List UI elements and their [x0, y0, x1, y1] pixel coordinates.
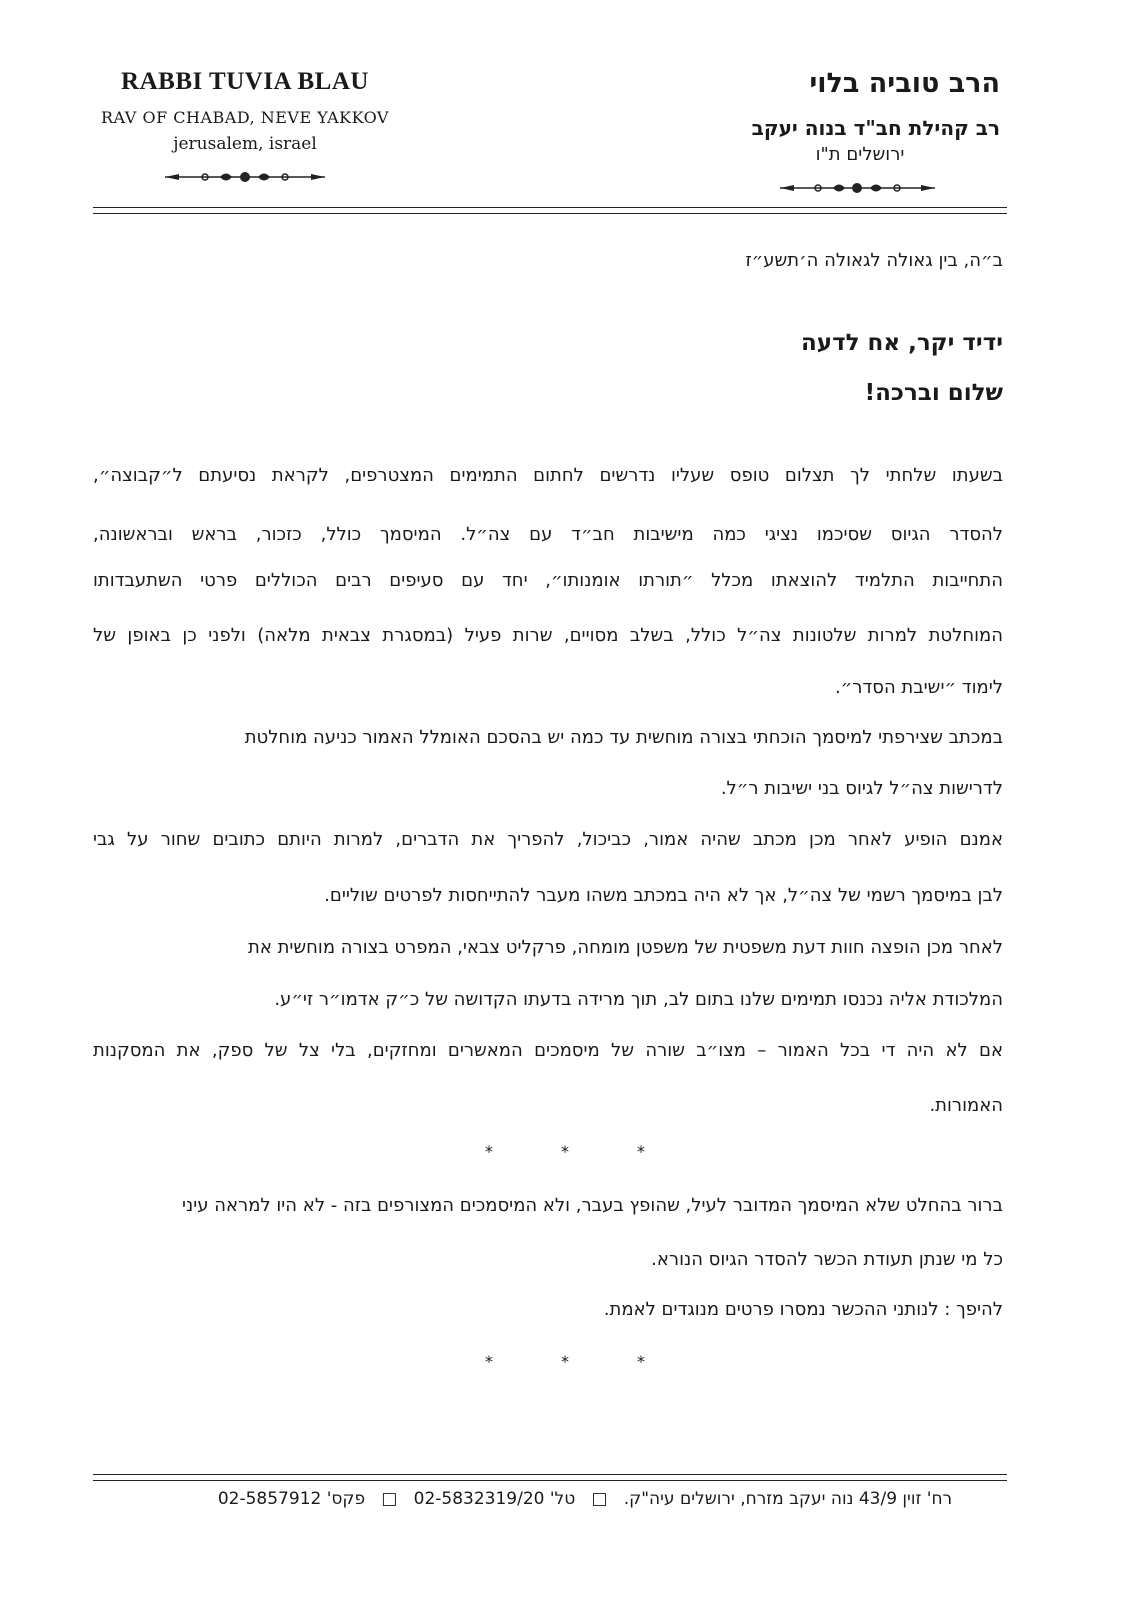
- body-line: לימוד ״ישיבת הסדר״.: [834, 677, 1003, 698]
- letterhead-english-role: RAV OF CHABAD, NEVE YAKKOV: [101, 108, 389, 127]
- letter-date: ב״ה, בין גאולה לגאולה ה׳תשע״ז: [745, 250, 1003, 271]
- ornament-flourish-icon: [780, 180, 935, 196]
- separator-star: *: [561, 1352, 569, 1371]
- body-line: במכתב שצירפתי למיסמך הוכחתי בצורה מוחשית עד כמה יש בהסכם האומלל האמור כניעה מוחלטת: [244, 727, 1003, 748]
- salutation-line-2: שלום וברכה!: [864, 380, 1003, 406]
- footer-rule-top: [93, 1474, 1007, 1475]
- section-separator: [485, 1142, 645, 1161]
- footer-fax: פקס' 02-5857912: [217, 1489, 366, 1509]
- body-line: לדרישות צה״ל לגיוס בני ישיבות ר״ל.: [720, 778, 1003, 799]
- ornament-flourish-icon: [165, 169, 325, 185]
- footer-rule-bottom: [93, 1480, 1007, 1481]
- separator-star: *: [485, 1352, 493, 1371]
- letterhead-hebrew-role: רב קהילת חב"ד בנוה יעקב: [751, 116, 1000, 140]
- body-line: האמורות.: [929, 1095, 1003, 1116]
- body-line: להיפך : לנותני ההכשר נמסרו פרטים מנוגדים לאמת.: [603, 1299, 1003, 1320]
- footer-address: רח' זוין 43/9 נוה יעקב מזרח, ירושלים עיה"ק.: [623, 1489, 953, 1509]
- body-line: בשעתו שלחתי לך תצלום טופס שעליו נדרשים לחתום התמימים המצטרפים, לקראת נסיעתם ל״קבוצה״,: [93, 465, 1003, 486]
- body-line: כל מי שנתן תעודת הכשר להסדר הגיוס הנורא.: [651, 1249, 1003, 1270]
- body-line: התחייבות התלמיד להוצאתו מכלל ״תורתו אומנותו״, יחד עם סעיפים רבים הכוללים פרטי השתעבדותו: [93, 570, 1003, 591]
- section-separator: [485, 1352, 645, 1371]
- header-rule-bottom: [93, 213, 1007, 214]
- separator-star: *: [637, 1142, 645, 1161]
- salutation-line-1: ידיד יקר, אח לדעה: [800, 330, 1003, 356]
- separator-star: *: [637, 1352, 645, 1371]
- separator-star: *: [561, 1142, 569, 1161]
- letterhead-english-name: RABBI TUVIA BLAU: [121, 68, 369, 95]
- letterhead-hebrew-name: הרב טוביה בלוי: [809, 68, 1000, 99]
- body-line: המלכודת אליה נכנסו תמימים שלנו בתום לב, תוך מרידה בדעתו הקדושה של כ״ק אדמו״ר זי״ע.: [274, 989, 1003, 1010]
- body-line: אם לא היה די בכל האמור – מצו״ב שורה של מיסמכים המאשרים ומחזקים, בלי צל של ספק, את המסקנות: [93, 1040, 1003, 1061]
- footer-contact: [160, 1489, 1010, 1509]
- body-line: להסדר הגיוס שסיכמו נציגי כמה מישיבות חב״ד עם צה״ל. המיסמך כולל, כזכור, בראש ובראשונה,: [93, 524, 1003, 545]
- body-line: לאחר מכן הופצה חוות דעת משפטית של משפטן מומחה, פרקליט צבאי, המפרט בצורה מוחשית את: [247, 937, 1003, 958]
- letterhead-hebrew-city: ירושלים ת"ו: [815, 144, 905, 165]
- body-line: לבן במיסמך רשמי של צה״ל, אך לא היה במכתב משהו מעבר להתייחסות לפרטים שוליים.: [324, 885, 1003, 906]
- footer-bullet: □: [591, 1489, 608, 1509]
- separator-star: *: [485, 1142, 493, 1161]
- body-line: המוחלטת למרות שלטונות צה״ל כולל, בשלב מסויים, שרות פעיל (במסגרת צבאית מלאה) ולפני כן באופן של: [93, 625, 1003, 646]
- footer-phone: טל' 02-5832319/20: [413, 1489, 576, 1509]
- header-rule-top: [93, 207, 1007, 208]
- body-line: ברור בהחלט שלא המיסמך המדובר לעיל, שהופץ בעבר, ולא המיסמכים המצורפים בזה - לא היו למראה עיני: [182, 1195, 1003, 1216]
- body-line: אמנם הופיע לאחר מכן מכתב שהיה אמור, כביכול, להפריך את הדברים, למרות היותם כתובים שחור על גבי: [93, 829, 1003, 850]
- letterhead-english-city: jerusalem, israel: [173, 134, 317, 154]
- footer-bullet: □: [381, 1489, 398, 1509]
